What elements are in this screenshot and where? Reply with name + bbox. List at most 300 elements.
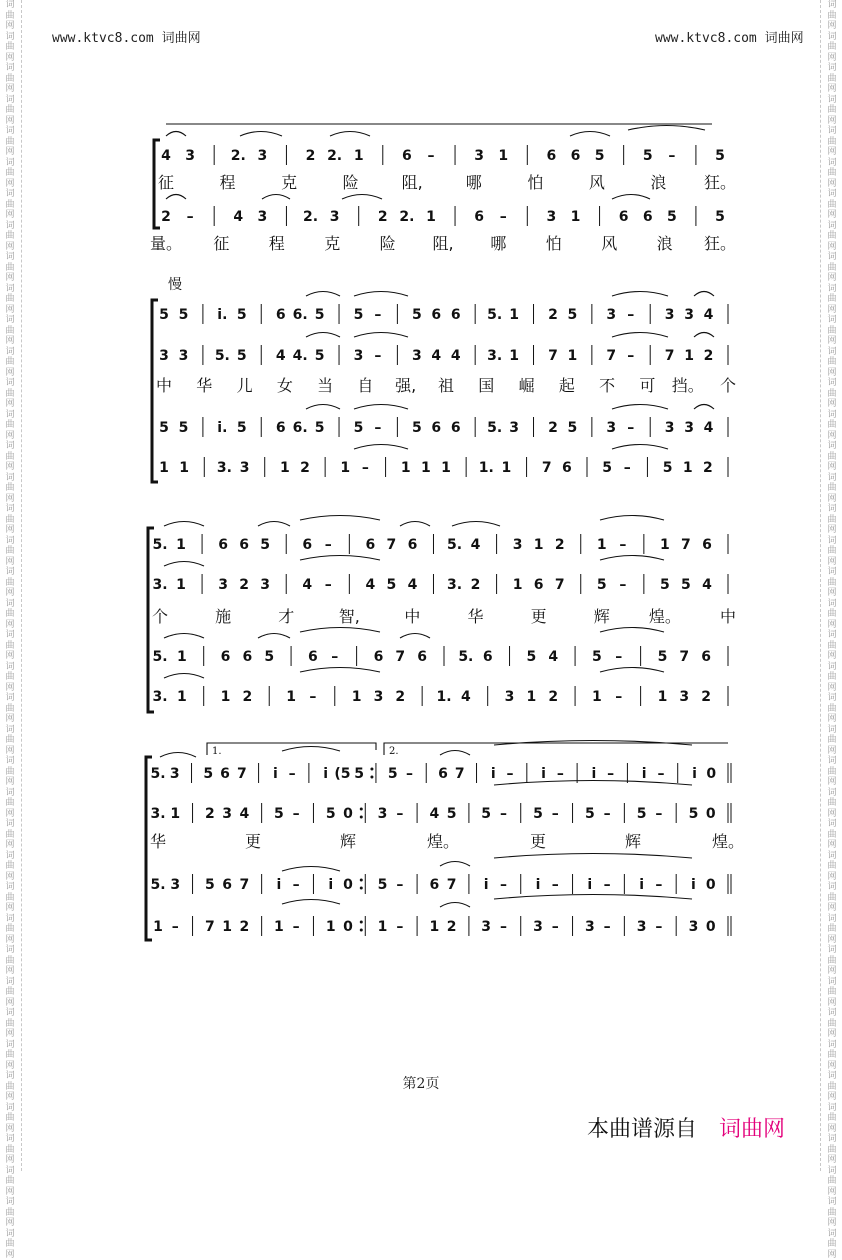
repeat-dot (360, 929, 363, 932)
jianpu-note: 5 (584, 806, 595, 822)
jianpu-note: 5 (314, 420, 325, 436)
jianpu-note: 3 (679, 689, 690, 705)
slur-tie (306, 405, 340, 410)
jianpu-note: – (405, 766, 413, 782)
jianpu-note: 6 (482, 649, 493, 665)
jianpu-note: 6 (220, 766, 230, 782)
lyric-syllable: 强, (395, 376, 417, 395)
jianpu-note: 3 (636, 919, 647, 935)
jianpu-note: 2 (300, 460, 310, 476)
slur-tie (354, 292, 408, 297)
jianpu-note: 7 (395, 649, 406, 665)
jianpu-note: 6 (701, 649, 712, 665)
jianpu-note: 6 (302, 537, 313, 553)
lyric-syllable: 个 (151, 607, 169, 626)
jianpu-note: 2 (239, 577, 250, 593)
jianpu-note: 4. (292, 348, 308, 364)
jianpu-note: – (619, 577, 627, 593)
lyric-syllable: 程 (268, 234, 285, 253)
jianpu-note: 1 (509, 348, 519, 364)
jianpu-note: – (374, 420, 382, 436)
lyric-syllable: 险 (342, 173, 359, 192)
jianpu-note: 5 (662, 460, 673, 476)
jianpu-note: 4 (460, 689, 471, 705)
lyric-syllable: 祖 (437, 376, 455, 395)
jianpu-note: 1 (660, 537, 670, 553)
jianpu-note: 5. (487, 307, 503, 323)
jianpu-note: 6 (561, 460, 572, 476)
jianpu-note: 2 (305, 148, 316, 164)
jianpu-note: i (641, 766, 647, 782)
slur-tie (300, 556, 380, 561)
slur-tie (354, 405, 408, 410)
lyric-syllable: 风 (601, 234, 618, 253)
jianpu-note: 4 (302, 577, 313, 593)
slur-tie (166, 132, 186, 137)
jianpu-note: 5 (688, 806, 699, 822)
header-left-site[interactable]: www.ktvc8.com 词曲网 (52, 31, 201, 46)
jianpu-note: i (272, 766, 278, 782)
jianpu-note: 3 (504, 689, 515, 705)
jianpu-note: 6 (242, 649, 253, 665)
jianpu-note: 1 (509, 307, 519, 323)
jianpu-note: – (331, 649, 339, 665)
jianpu-note: – (324, 577, 332, 593)
jianpu-note: 1 (220, 689, 231, 705)
lyric-syllable: 施 (215, 607, 232, 626)
jianpu-note: 6 (222, 877, 232, 893)
jianpu-note: 6 (450, 307, 461, 323)
jianpu-note: 3 (377, 806, 388, 822)
jianpu-note: 3 (257, 148, 268, 164)
jianpu-note: 1 (429, 919, 440, 935)
jianpu-note: – (551, 919, 559, 935)
slur-tie (282, 900, 340, 905)
jianpu-note: 6. (292, 420, 308, 436)
jianpu-note: i (692, 766, 697, 782)
slur-tie (612, 445, 668, 450)
jianpu-note: – (288, 766, 296, 782)
jianpu-note: 1 (426, 209, 436, 225)
jianpu-note: 3. (446, 577, 463, 593)
jianpu-note: i. (217, 420, 228, 436)
jianpu-note: 1 (567, 348, 578, 364)
jianpu-note: 5 (159, 307, 169, 323)
jianpu-note: 5 (236, 348, 247, 364)
repeat-dot (360, 921, 363, 924)
lyric-syllable: 起 (558, 376, 575, 395)
jianpu-note: 5 (715, 209, 725, 225)
jianpu-note: 4 (702, 577, 712, 593)
slur-tie (258, 522, 290, 527)
jianpu-note: 5 (236, 307, 247, 323)
jianpu-note: 4 (407, 577, 418, 593)
jianpu-note: 5 (353, 420, 364, 436)
jianpu-note: 3 (688, 919, 699, 935)
slur-tie (694, 405, 714, 410)
jianpu-note: 2. (302, 209, 319, 225)
jianpu-note: 2 (548, 307, 558, 323)
jianpu-note: 1 (400, 460, 411, 476)
jianpu-note: 5. (214, 348, 230, 364)
jianpu-note: – (615, 649, 623, 665)
jianpu-note: 4 (233, 209, 244, 225)
jianpu-note: 1 (682, 460, 693, 476)
jianpu-note: 1 (176, 689, 187, 705)
jianpu-note: 5 (274, 806, 284, 822)
repeat-dot (360, 887, 363, 890)
jianpu-note: 3 (684, 420, 694, 436)
jianpu-note: – (603, 919, 611, 935)
repeat-dot (360, 816, 363, 819)
slur-tie (342, 195, 382, 200)
jianpu-note: 5. (150, 877, 166, 893)
jianpu-note: 7 (679, 649, 690, 665)
slur-tie (570, 132, 610, 137)
jianpu-note: 6 (429, 877, 440, 893)
jianpu-note: 6 (702, 537, 712, 553)
jianpu-note: 1 (351, 689, 362, 705)
slur-tie (494, 895, 692, 900)
jianpu-note: – (324, 537, 332, 553)
jianpu-note: 3 (411, 348, 422, 364)
jianpu-note: 1 (441, 460, 451, 476)
jianpu-note: i (276, 877, 282, 893)
jianpu-note: – (396, 877, 404, 893)
lyric-syllable: 怕 (527, 173, 544, 192)
jianpu-note: 6 (218, 537, 228, 553)
jianpu-note: 3. (150, 806, 166, 822)
slur-tie (240, 132, 282, 137)
jianpu-note: 2 (242, 689, 253, 705)
jianpu-note: 5 (660, 577, 670, 593)
jianpu-note: 6 (546, 148, 557, 164)
jianpu-note: 7 (386, 537, 397, 553)
slur-tie (440, 862, 470, 867)
jianpu-note: 1 (176, 649, 187, 665)
jianpu-note: 2 (703, 348, 714, 364)
jianpu-note: – (551, 877, 559, 893)
jianpu-note: – (627, 348, 635, 364)
lyric-syllable: 国 (478, 376, 495, 395)
jianpu-note: 1 (222, 919, 232, 935)
jianpu-note: 3 (239, 460, 250, 476)
jianpu-note: 7 (239, 877, 250, 893)
jianpu-note: – (499, 209, 507, 225)
jianpu-note: 4 (431, 348, 442, 364)
jianpu-note: 5 (377, 877, 388, 893)
lyric-syllable: 辉 (593, 607, 610, 626)
lyric-syllable: 更 (529, 832, 547, 851)
volta-bracket-2 (384, 743, 728, 755)
jianpu-note: 3 (159, 348, 169, 364)
jianpu-note: 1 (512, 577, 523, 593)
jianpu-note: 6 (533, 577, 544, 593)
lyric-syllable: 程 (219, 173, 236, 192)
jianpu-note: 6 (474, 209, 485, 225)
jianpu-note: 0 (705, 919, 716, 935)
jianpu-note: 0 (705, 806, 716, 822)
jianpu-note: 5 (602, 460, 613, 476)
jianpu-note: – (374, 307, 382, 323)
jianpu-note: – (657, 766, 665, 782)
jianpu-note: 3 (664, 307, 675, 323)
slur-tie (354, 445, 408, 450)
slur-tie (628, 126, 705, 131)
jianpu-note: 6 (365, 537, 376, 553)
jianpu-note: 7 (446, 877, 457, 893)
jianpu-note: – (499, 877, 507, 893)
jianpu-note: – (603, 806, 611, 822)
slur-tie (164, 522, 204, 527)
jianpu-note: – (186, 209, 194, 225)
lyric-syllable: 华 (149, 832, 167, 851)
lyric-syllable: 当 (317, 376, 334, 395)
jianpu-note: 5 (481, 806, 492, 822)
jianpu-note: – (623, 460, 631, 476)
jianpu-note: – (603, 877, 611, 893)
jianpu-note: 2. (327, 148, 343, 164)
jianpu-note: 5 (387, 766, 398, 782)
lyric-syllable: 征 (213, 234, 230, 253)
slur-tie (160, 753, 196, 758)
jianpu-note: 1 (353, 148, 364, 164)
jianpu-note: 4 (470, 537, 481, 553)
jianpu-note: 7 (554, 577, 565, 593)
jianpu-note: – (506, 766, 514, 782)
lyric-syllable: 华 (196, 376, 213, 395)
lyric-syllable: 浪 (650, 173, 667, 192)
jianpu-note: 2 (701, 689, 712, 705)
jianpu-note: 6 (417, 649, 428, 665)
jianpu-note: 5 (386, 577, 397, 593)
jianpu-note: i (535, 877, 541, 893)
lyric-syllable: 华 (467, 607, 484, 626)
jianpu-note: 2 (204, 806, 215, 822)
jianpu-note: 2 (395, 689, 406, 705)
jianpu-note: 1 (340, 460, 351, 476)
jianpu-note: 6 (431, 307, 442, 323)
jianpu-note: 2 (554, 537, 565, 553)
jianpu-note: 7 (681, 537, 691, 553)
jianpu-note: 3 (260, 577, 271, 593)
jianpu-note: 3 (684, 307, 694, 323)
slur-tie (600, 628, 664, 633)
right-margin-watermark: 词曲网词曲网词曲网词曲网词曲网词曲网词曲网词曲网词曲网词曲网词曲网词曲网词曲网词曲网词曲网词曲网词曲网词曲网词曲网词曲网词曲网词曲网词曲网词曲网词曲网词曲网词曲网词曲网词曲网词曲网词曲网词曲网词曲网词曲网词曲网词曲网词曲网词曲网词曲网词曲网 (827, 0, 837, 1260)
jianpu-note: i (483, 877, 489, 893)
jianpu-note: 6 (438, 766, 448, 782)
jianpu-note: (5 (334, 766, 351, 782)
jianpu-note: 3 (218, 577, 228, 593)
jianpu-note: – (309, 689, 317, 705)
jianpu-note: 1 (596, 537, 607, 553)
jianpu-note: 3 (169, 766, 180, 782)
jianpu-note: 1 (657, 689, 668, 705)
left-margin-watermark: 词曲网词曲网词曲网词曲网词曲网词曲网词曲网词曲网词曲网词曲网词曲网词曲网词曲网词曲网词曲网词曲网词曲网词曲网词曲网词曲网词曲网词曲网词曲网词曲网词曲网词曲网词曲网词曲网词曲网词曲网词曲网词曲网词曲网词曲网词曲网词曲网词曲网词曲网词曲网词曲网 (5, 0, 15, 1260)
jianpu-note: 2. (399, 209, 415, 225)
jianpu-note: – (668, 148, 676, 164)
lyric-syllable: 中 (404, 607, 421, 626)
jianpu-note: 5 (353, 307, 364, 323)
jianpu-note: 5. (150, 766, 166, 782)
slur-tie (440, 751, 470, 756)
jianpu-note: 5 (666, 209, 677, 225)
jianpu-note: 1 (533, 537, 544, 553)
jianpu-note: 1 (570, 209, 581, 225)
lyric-syllable: 不 (599, 376, 616, 395)
lyric-syllable: 阻, (432, 234, 454, 253)
jianpu-note: – (396, 919, 404, 935)
slur-tie (164, 674, 204, 679)
jianpu-note: 7 (664, 348, 675, 364)
jianpu-note: 7 (548, 348, 558, 364)
jianpu-note: i (639, 877, 645, 893)
jianpu-note: 5 (681, 577, 691, 593)
jianpu-note: 3 (533, 919, 543, 935)
slur-tie (166, 195, 186, 200)
jianpu-note: – (292, 877, 300, 893)
jianpu-note: 6 (401, 148, 412, 164)
jianpu-note: 2 (702, 460, 713, 476)
slur-tie (694, 292, 714, 297)
jianpu-note: – (655, 919, 663, 935)
jianpu-note: 5 (236, 420, 247, 436)
jianpu-note: 4 (703, 420, 714, 436)
jianpu-note: 5 (567, 420, 578, 436)
slur-tie (452, 522, 500, 527)
jianpu-note: – (619, 537, 627, 553)
jianpu-note: 5 (411, 420, 422, 436)
slur-tie (164, 634, 204, 639)
jianpu-note: 6 (220, 649, 231, 665)
jianpu-note: 3 (257, 209, 268, 225)
jianpu-note: 1 (498, 148, 509, 164)
jianpu-note: – (655, 806, 663, 822)
slur-tie (600, 668, 664, 673)
lyric-syllable: 可 (639, 376, 656, 395)
lyric-syllable: 辉 (339, 832, 357, 851)
jianpu-note: 3 (546, 209, 557, 225)
slur-tie (612, 333, 668, 338)
repeat-dot (360, 879, 363, 882)
jianpu-note: 1 (176, 537, 186, 553)
tempo-mark: 慢 (168, 277, 182, 293)
jianpu-note: 6 (431, 420, 442, 436)
jianpu-note: 4 (275, 348, 286, 364)
lyric-syllable: 哪 (490, 234, 507, 253)
jianpu-note: 5 (567, 307, 578, 323)
jianpu-note: 1 (176, 577, 186, 593)
jianpu-note: 1. (436, 689, 452, 705)
jianpu-note: 5 (354, 766, 365, 782)
slur-tie (600, 556, 664, 561)
jianpu-note: 3 (584, 919, 595, 935)
slur-tie (330, 132, 370, 137)
jianpu-note: i (541, 766, 546, 782)
source-footer (587, 1112, 785, 1143)
source-brand-link[interactable]: 词曲网 (719, 1117, 786, 1142)
lyric-syllable: 才 (278, 607, 295, 626)
slur-tie (612, 195, 650, 200)
jianpu-note: 5 (657, 649, 668, 665)
repeat-dot (370, 768, 373, 771)
lyric-syllable: 狂。 (703, 173, 737, 192)
slur-tie (440, 903, 470, 908)
jianpu-note: 3 (512, 537, 523, 553)
jianpu-note: 5 (159, 420, 169, 436)
jianpu-note: 7 (204, 919, 215, 935)
lyric-syllable: 女 (276, 376, 293, 395)
jianpu-note: 6. (292, 307, 308, 323)
jianpu-note: 1 (377, 919, 388, 935)
jianpu-note: – (655, 877, 663, 893)
jianpu-note: 5 (715, 148, 725, 164)
jianpu-note: 3. (152, 689, 168, 705)
jianpu-note: 2 (161, 209, 171, 225)
jianpu-note: 5 (592, 649, 602, 665)
lyric-syllable: 克 (281, 173, 298, 192)
jianpu-note: 5 (636, 806, 647, 822)
lyric-syllable: 中 (719, 607, 737, 626)
lyric-syllable: 浪 (656, 234, 673, 253)
lyric-syllable: 更 (244, 832, 262, 851)
jianpu-note: 5. (446, 537, 463, 553)
jianpu-note: 5 (596, 577, 607, 593)
jianpu-note: 1 (153, 919, 163, 935)
lyric-syllable: 辉 (624, 832, 642, 851)
lyric-syllable: 中 (155, 376, 173, 395)
jianpu-note: 6 (450, 420, 461, 436)
jianpu-note: – (615, 689, 623, 705)
jianpu-note: 6 (407, 537, 418, 553)
repeat-dot (370, 776, 373, 779)
jianpu-note: 1 (170, 806, 181, 822)
slur-tie (400, 634, 430, 639)
jianpu-note: 3 (222, 806, 232, 822)
jianpu-note: 5 (642, 148, 653, 164)
jianpu-note: 2 (548, 689, 559, 705)
jianpu-note: 1 (526, 689, 537, 705)
jianpu-note: 2 (470, 577, 481, 593)
slur-tie (494, 854, 692, 859)
volta-first-ending: 1. (212, 746, 222, 757)
lyric-syllable: 阻, (401, 173, 423, 192)
lyric-syllable: 险 (379, 234, 396, 253)
lyric-syllable: 崛 (518, 376, 535, 395)
jianpu-note: 5 (260, 537, 271, 553)
jianpu-note: 1 (684, 348, 694, 364)
jianpu-note: 5 (446, 806, 457, 822)
jianpu-note: 4 (548, 649, 559, 665)
jianpu-note: 2. (230, 148, 246, 164)
jianpu-note: i (328, 877, 334, 893)
lyric-syllable: 儿 (236, 376, 253, 395)
jianpu-note: 2 (548, 420, 558, 436)
header-right-site[interactable]: www.ktvc8.com 词曲网 (655, 31, 804, 46)
jianpu-note: 1. (478, 460, 494, 476)
lyric-syllable: 煌。 (711, 832, 745, 851)
jianpu-note: – (374, 348, 382, 364)
lyric-syllable: 煌。 (648, 607, 681, 626)
jianpu-note: 6 (275, 420, 286, 436)
slur-tie (694, 333, 714, 338)
slur-tie (354, 333, 408, 338)
jianpu-note: 1 (286, 689, 296, 705)
jianpu-note: 4 (239, 806, 250, 822)
jianpu-note: 5. (458, 649, 474, 665)
lyric-syllable: 克 (324, 234, 341, 253)
jianpu-note: – (499, 919, 507, 935)
